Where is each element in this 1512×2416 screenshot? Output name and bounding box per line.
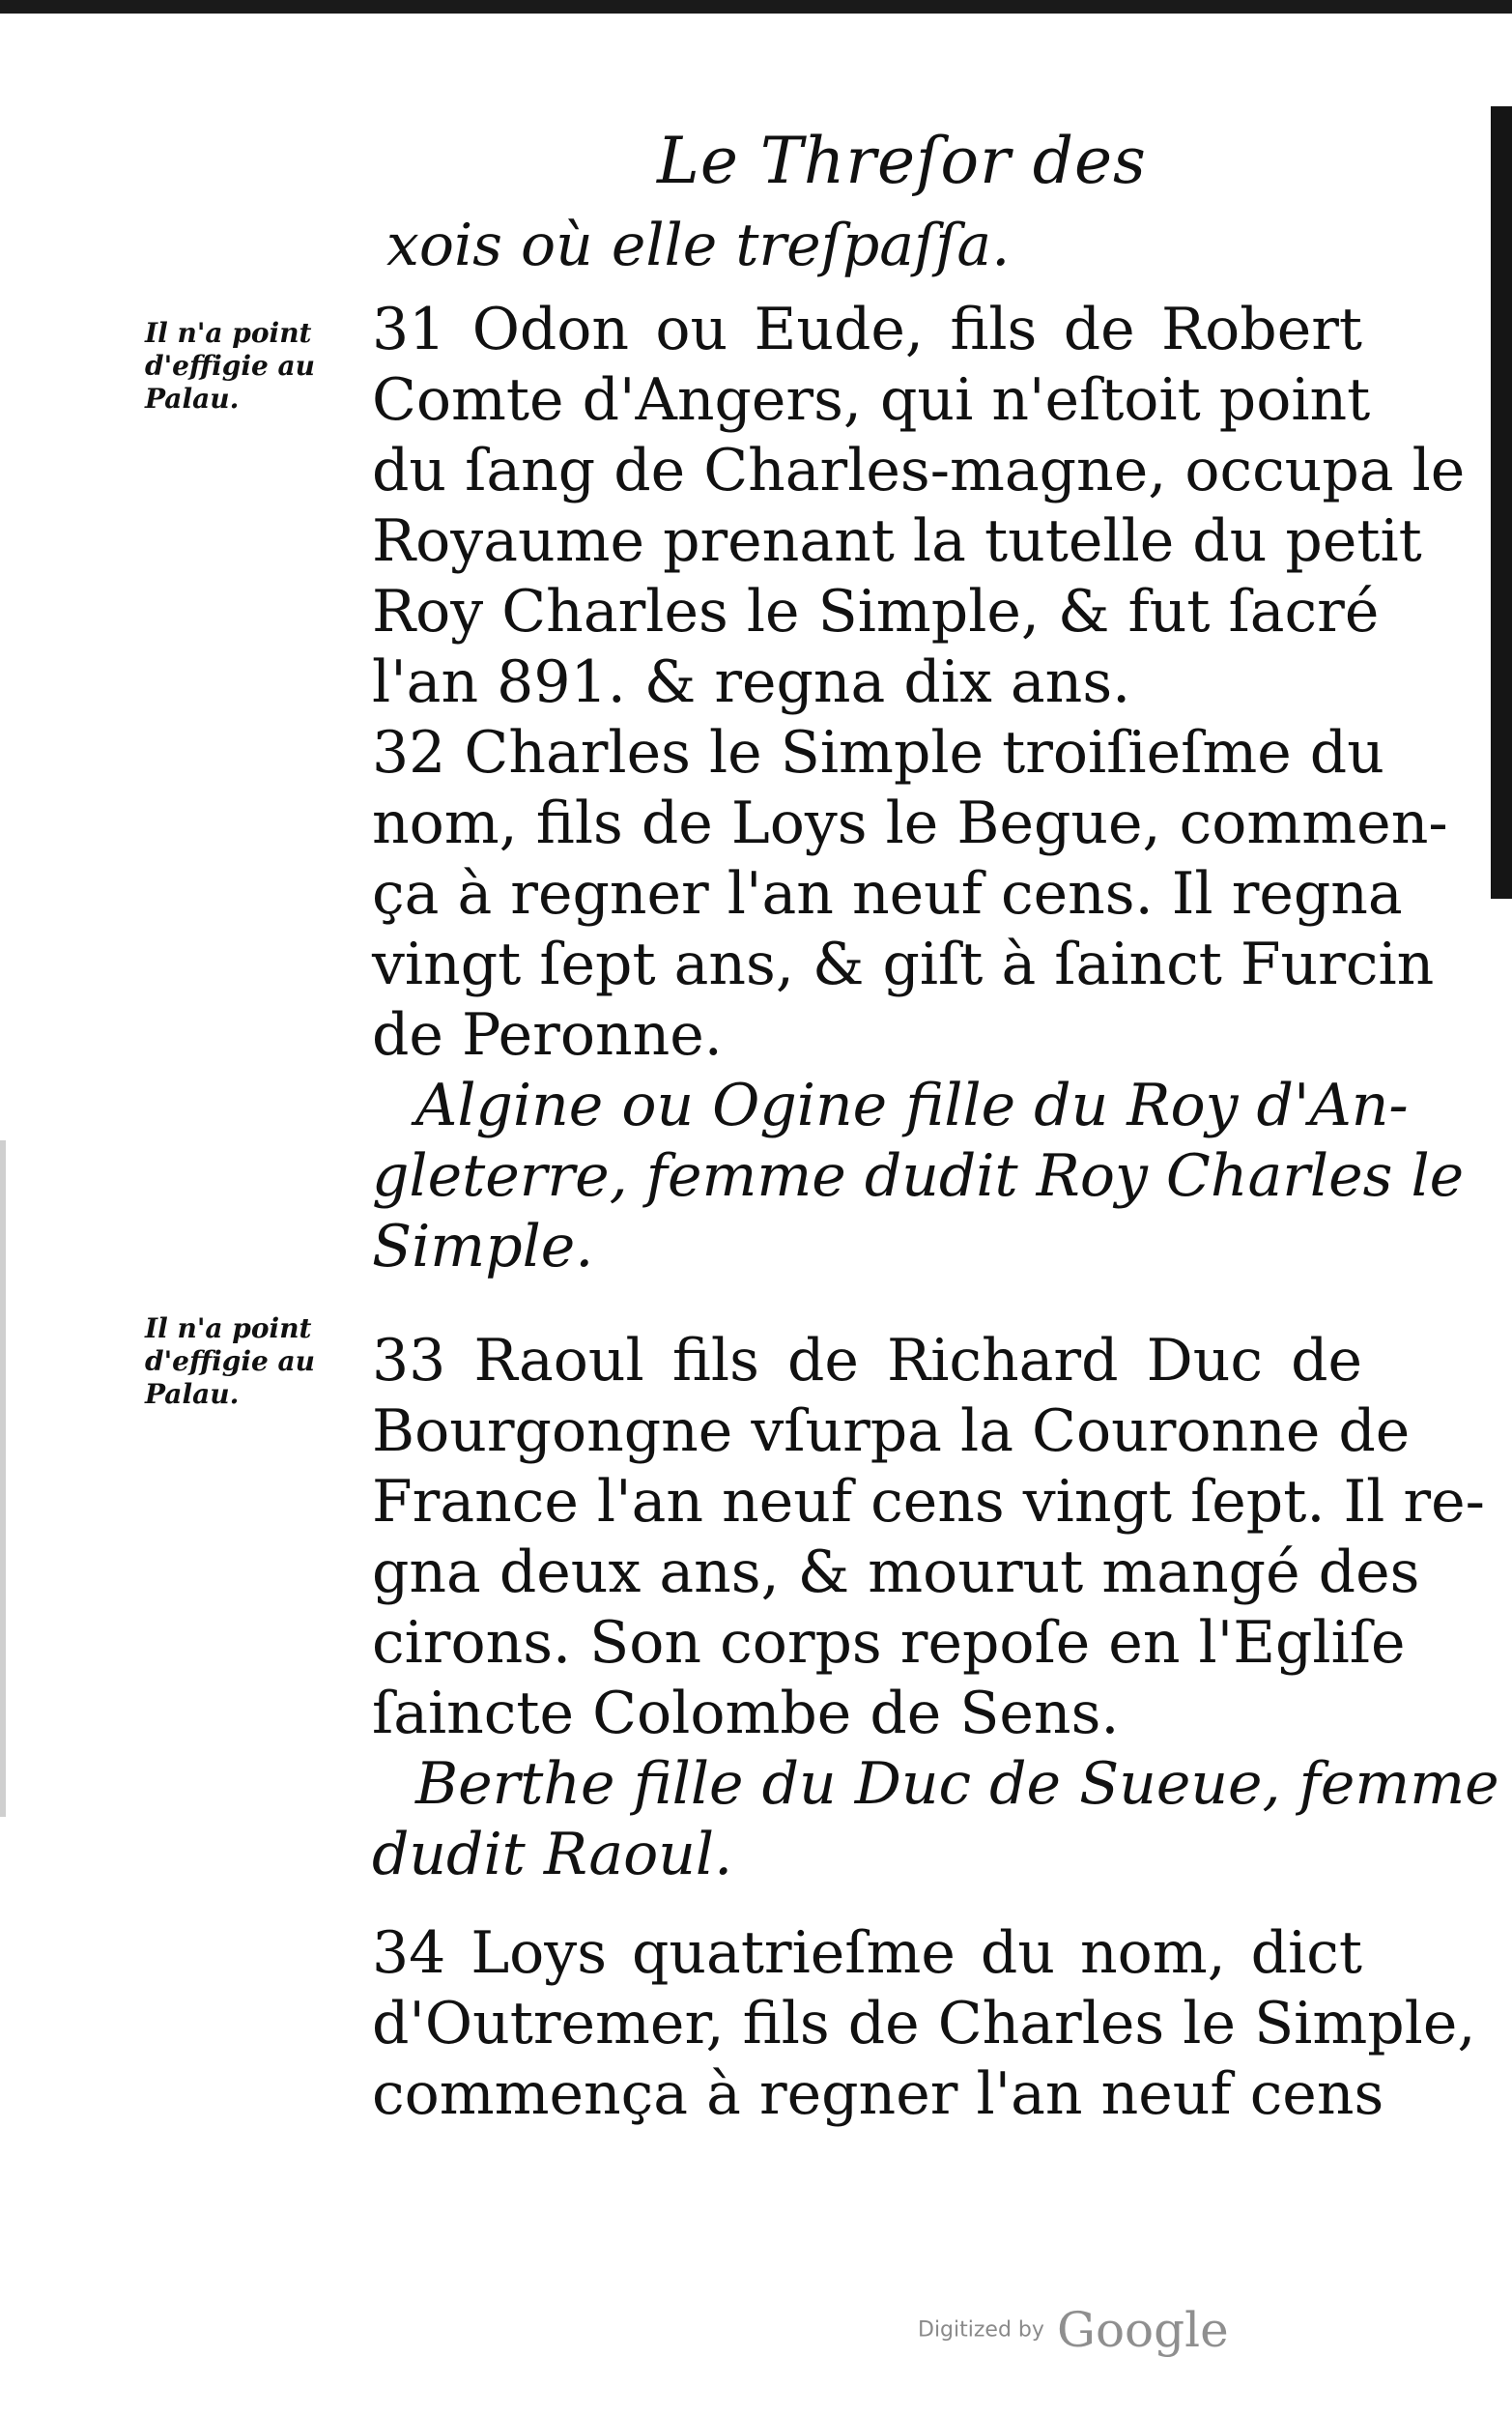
margin-note-2: [145, 1312, 367, 1411]
text-line: ça à regner l'an neuf cens. Il regna: [372, 860, 1403, 928]
text-line: de Peronne.: [372, 1001, 723, 1069]
margin-note-line: d'effigie au: [145, 1345, 316, 1377]
text-line: 33 Raoul fils de Richard Duc de: [372, 1327, 1362, 1395]
text-line: du ſang de Charles-magne, occupa le: [372, 437, 1466, 504]
text-line: 32 Charles le Simple troiſieſme du: [372, 719, 1384, 787]
text-line: Berthe fille du Duc de Sueue, femme: [415, 1750, 1499, 1818]
page-edge-left: [0, 1140, 6, 1817]
text-line: Comte d'Angers, qui n'eſtoit point: [372, 366, 1371, 434]
text-line: Bourgongne vſurpa la Couronne de: [372, 1397, 1411, 1465]
text-line: gleterre, femme dudit Roy Charles le: [372, 1142, 1465, 1210]
text-line: vingt ſept ans, & giſt à ſainct Furcin: [372, 931, 1435, 998]
text-line: d'Outremer, fils de Charles le Simple,: [372, 1990, 1476, 2057]
text-line: nom, fils de Loys le Begue, commen-: [372, 790, 1448, 857]
margin-note-line: Palau.: [145, 383, 240, 415]
margin-note-line: Il n'a point: [145, 317, 312, 349]
text-line: gna deux ans, & mourut mangé des: [372, 1539, 1420, 1606]
digitized-label: Digitized by: [918, 2317, 1044, 2343]
text-line: 34 Loys quatrieſme du nom, dict: [372, 1919, 1362, 1987]
text-line: ſaincte Colombe de Sens.: [372, 1680, 1120, 1747]
google-logo: Google: [1057, 2302, 1229, 2358]
text-line: dudit Raoul.: [372, 1821, 733, 1888]
text-line: France l'an neuf cens vingt ſept. Il re-: [372, 1468, 1485, 1536]
text-line: l'an 891. & regna dix ans.: [372, 648, 1131, 716]
text-line: Roy Charles le Simple, & fut ſacré: [372, 578, 1380, 646]
margin-note-line: d'effigie au: [145, 350, 316, 382]
margin-note-line: Il n'a point: [145, 1312, 312, 1344]
text-line: Algine ou Ogine fille du Roy d'An-: [415, 1072, 1409, 1139]
text-line: xois où elle treſpaſſa.: [386, 212, 1011, 279]
text-line: cirons. Son corps repoſe en l'Egliſe: [372, 1609, 1406, 1677]
page-edge-right: [1491, 106, 1512, 899]
text-line: Simple.: [372, 1213, 594, 1280]
text-line: Royaume prenant la tutelle du petit: [372, 507, 1422, 575]
running-head: Le Threſor des: [657, 124, 1147, 198]
text-line: commença à regner l'an neuf cens: [372, 2060, 1384, 2128]
margin-note-1: [145, 317, 367, 416]
page-edge-top: [0, 0, 1512, 14]
margin-note-line: Palau.: [145, 1378, 240, 1410]
digitized-watermark: [918, 2302, 1229, 2358]
text-line: 31 Odon ou Eude, fils de Robert: [372, 296, 1362, 363]
